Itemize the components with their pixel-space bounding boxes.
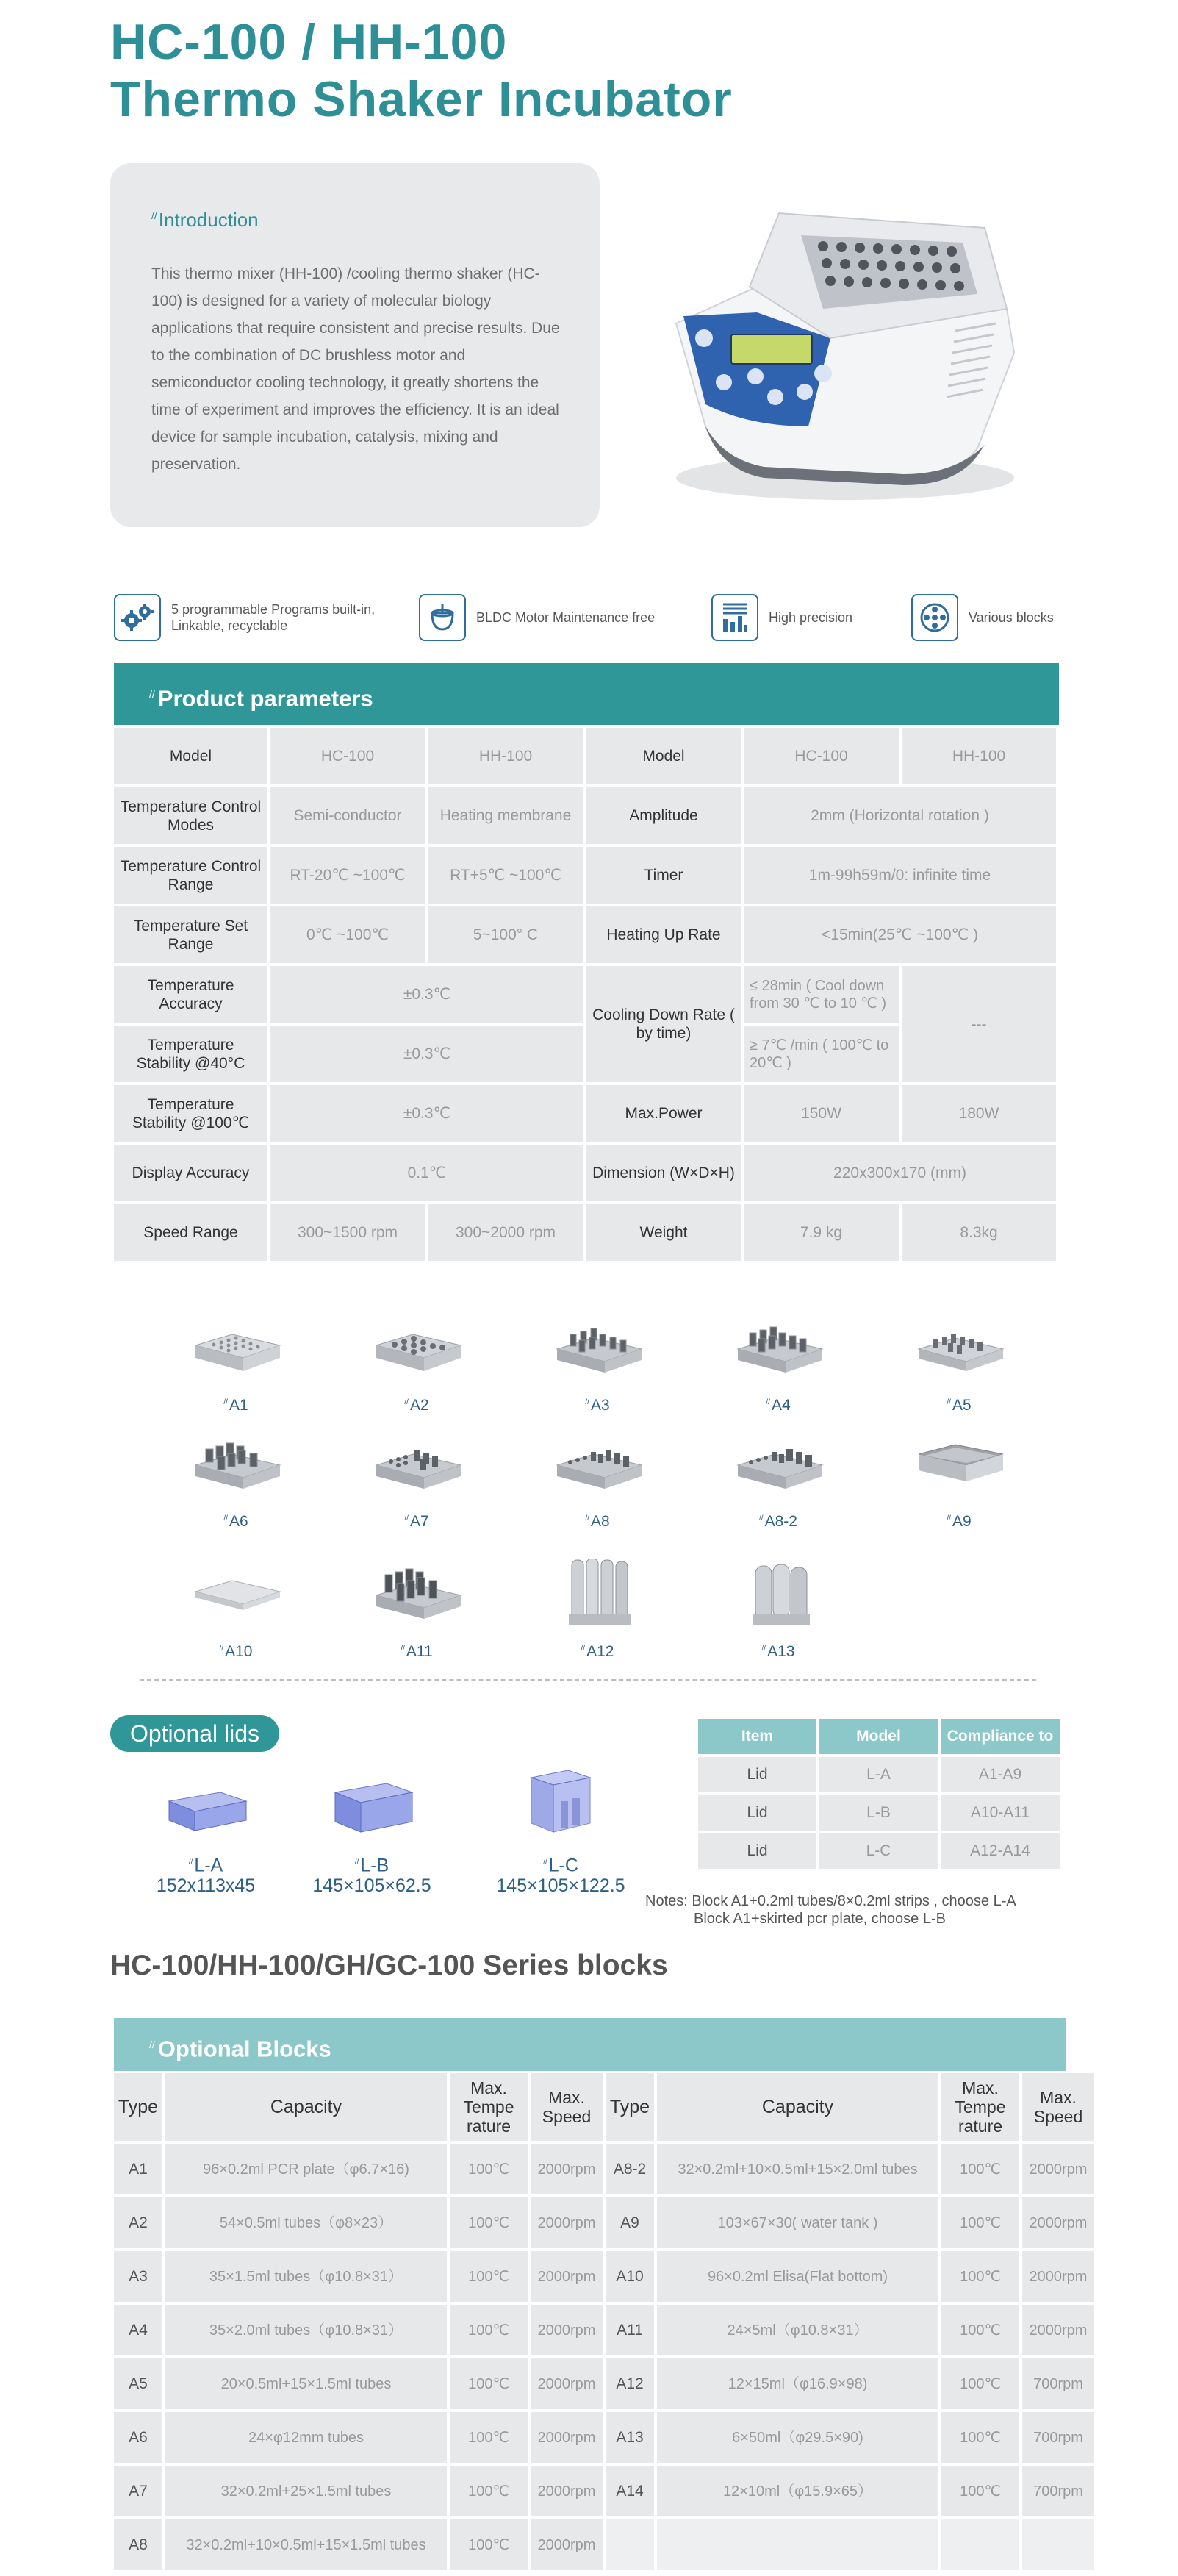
table-cell: 100℃	[450, 2519, 528, 2570]
table-cell: 35×2.0ml tubes（φ10.8×31）	[165, 2305, 447, 2355]
table-cell: 32×0.2ml+10×0.5ml+15×2.0ml tubes	[657, 2144, 938, 2194]
param-label: Amplitude	[586, 787, 741, 844]
table-header: Capacity	[657, 2073, 938, 2141]
block-name: A1	[229, 1397, 248, 1414]
param-label: Temperature Set Range	[114, 906, 267, 963]
block-label: //A3	[585, 1397, 610, 1414]
block-name: A5	[952, 1397, 972, 1414]
block-name: A10	[225, 1643, 253, 1660]
table-cell: 2000rpm	[531, 2305, 603, 2355]
params-heading: // Product parameters	[114, 663, 1059, 725]
table-cell-empty	[1022, 2519, 1094, 2570]
table-cell: 100℃	[450, 2197, 528, 2248]
block-name: A11	[406, 1643, 433, 1660]
motor-icon	[419, 594, 466, 641]
table-cell: 32×0.2ml+25×1.5ml tubes	[165, 2466, 447, 2516]
param-value: 180W	[902, 1085, 1056, 1142]
block-item	[162, 1559, 309, 1669]
table-cell: 100℃	[941, 2412, 1019, 2463]
lids-table-cell: Lid	[698, 1795, 816, 1831]
table-cell: 6×50ml（φ29.5×90)	[657, 2412, 938, 2463]
block-name: A8-2	[764, 1513, 797, 1530]
block-name: A4	[771, 1397, 791, 1414]
table-cell: 100℃	[450, 2251, 528, 2302]
table-header: Max. Speed	[1022, 2073, 1094, 2141]
table-cell: 2000rpm	[531, 2519, 603, 2570]
block-name: A8	[590, 1513, 610, 1530]
block-a10-image	[188, 1559, 284, 1628]
lids-table	[698, 1719, 1060, 1869]
param-label: Dimension (W×D×H)	[586, 1145, 741, 1201]
intro-card	[110, 163, 600, 527]
block-label: //A6	[223, 1513, 248, 1530]
param-value: ±0.3℃	[270, 1026, 583, 1082]
table-cell: 100℃	[450, 2358, 528, 2409]
param-value: <15min(25℃ ~100℃ )	[744, 906, 1056, 963]
param-value: RT-20℃ ~100℃	[270, 847, 425, 904]
block-a1-image	[188, 1312, 284, 1382]
table-cell: 100℃	[450, 2305, 528, 2355]
block-label: //A8	[585, 1513, 610, 1530]
table-cell: 24×φ12mm tubes	[165, 2412, 447, 2463]
table-cell: 2000rpm	[531, 2144, 603, 2194]
table-cell: A13	[606, 2412, 654, 2463]
feature-label: 5 programmable Programs built-in, Linkable, recyclable	[171, 602, 376, 633]
table-cell: 100℃	[941, 2466, 1019, 2516]
block-a8-2-image	[730, 1428, 826, 1498]
param-value: RT+5℃ ~100℃	[428, 847, 583, 904]
param-value: 0℃ ~100℃	[270, 906, 425, 963]
param-label: Model	[586, 728, 741, 784]
block-label: //A1	[223, 1397, 248, 1414]
lids-table-header: Item	[698, 1719, 816, 1754]
block-item	[524, 1312, 671, 1423]
lids-table-cell: A10-A11	[941, 1795, 1060, 1831]
feature-label: High precision	[769, 610, 853, 625]
param-value: 300~1500 rpm	[270, 1204, 425, 1261]
precision-icon	[711, 594, 758, 641]
table-cell: 54×0.5ml tubes（φ8×23）	[165, 2197, 447, 2248]
block-a11-image	[369, 1559, 464, 1628]
lids-table-cell: Lid	[698, 1757, 816, 1792]
table-cell: 100℃	[941, 2358, 1019, 2409]
table-cell: 100℃	[450, 2144, 528, 2194]
table-cell: 700rpm	[1022, 2412, 1094, 2463]
table-cell: A3	[114, 2251, 162, 2302]
lid-item	[480, 1779, 642, 1897]
block-item	[162, 1312, 309, 1423]
page-title-line2: Thermo Shaker Incubator	[110, 71, 733, 127]
table-cell: 100℃	[941, 2144, 1019, 2194]
block-item	[705, 1559, 852, 1669]
block-item	[343, 1428, 490, 1539]
table-header: Max. Tempe rature	[941, 2073, 1019, 2141]
param-value: Semi-conductor	[270, 787, 425, 844]
table-cell: 96×0.2ml Elisa(Flat bottom)	[657, 2251, 938, 2302]
block-label: //A2	[404, 1397, 429, 1414]
table-cell: A8-2	[606, 2144, 654, 2194]
table-header: Capacity	[165, 2073, 447, 2141]
param-value: HH-100	[902, 728, 1056, 784]
table-cell: 100℃	[941, 2251, 1019, 2302]
feature-label: BLDC Motor Maintenance free	[476, 610, 656, 625]
table-cell: 32×0.2ml+10×0.5ml+15×1.5ml tubes	[165, 2519, 447, 2570]
table-cell: 2000rpm	[1022, 2305, 1094, 2355]
lids-table-cell: Lid	[698, 1833, 816, 1869]
section-divider	[140, 1679, 1036, 1681]
block-name: A3	[590, 1397, 610, 1414]
block-a6-image	[188, 1428, 284, 1498]
intro-heading: //Introduction	[151, 209, 259, 231]
param-label: Cooling Down Rate ( by time)	[586, 966, 741, 1082]
block-name: A6	[229, 1513, 248, 1530]
lids-table-header: Model	[819, 1719, 938, 1754]
block-label: //A8-2	[759, 1513, 797, 1530]
param-label: Model	[114, 728, 267, 784]
param-label: Temperature Stability @40°C	[114, 1026, 267, 1082]
param-value: 2mm (Horizontal rotation )	[744, 787, 1056, 844]
table-cell: A4	[114, 2305, 162, 2355]
table-header: Max. Speed	[531, 2073, 603, 2141]
block-item	[524, 1559, 671, 1669]
table-cell-empty	[941, 2519, 1019, 2570]
param-value: 1m-99h59m/0: infinite time	[744, 847, 1056, 904]
param-label: Max.Power	[586, 1085, 741, 1142]
lid-l-c-image	[517, 1764, 605, 1838]
table-cell: 100℃	[450, 2412, 528, 2463]
lids-notes	[645, 1892, 1016, 1928]
block-item	[886, 1428, 1032, 1539]
block-label: //A10	[219, 1643, 253, 1660]
lids-table-cell: L-B	[819, 1795, 938, 1831]
table-cell: 2000rpm	[1022, 2144, 1094, 2194]
table-cell: 700rpm	[1022, 2466, 1094, 2516]
feature-label: Various blocks	[969, 610, 1054, 625]
block-name: A12	[586, 1643, 614, 1660]
param-label: Temperature Accuracy	[114, 966, 267, 1023]
lid-item	[291, 1779, 453, 1897]
lids-table-header: Compliance to	[941, 1719, 1060, 1754]
feature-blocks	[911, 588, 1054, 647]
table-header: Max. Tempe rature	[450, 2073, 528, 2141]
lid-name: L-B	[360, 1855, 389, 1876]
table-cell: 96×0.2ml PCR plate（φ6.7×16)	[165, 2144, 447, 2194]
table-cell: 24×5ml（φ10.8×31）	[657, 2305, 938, 2355]
table-header: Type	[606, 2073, 654, 2141]
table-cell: 103×67×30( water tank )	[657, 2197, 938, 2248]
table-cell: 12×15ml（φ16.9×98)	[657, 2358, 938, 2409]
block-label: //A9	[947, 1513, 972, 1530]
param-label: Temperature Control Range	[114, 847, 267, 904]
lid-size: 152x113x45	[156, 1875, 256, 1897]
block-a9-image	[911, 1428, 1007, 1498]
lid-l-a-image	[154, 1779, 257, 1838]
params-heading-text: Product parameters	[157, 685, 373, 712]
block-a2-image	[369, 1312, 464, 1382]
param-value: Heating membrane	[428, 787, 583, 844]
block-label: //A4	[766, 1397, 791, 1414]
lids-note-line2: Block A1+skirted pcr plate, choose L-B	[694, 1911, 946, 1927]
lid-size: 145×105×62.5	[312, 1875, 431, 1897]
param-label: Temperature Control Modes	[114, 787, 267, 844]
table-cell: 100℃	[941, 2197, 1019, 2248]
optional-blocks-table	[114, 2073, 1088, 2570]
table-cell-empty	[657, 2519, 938, 2570]
block-name: A9	[952, 1513, 972, 1530]
param-value: 5~100° C	[428, 906, 583, 963]
param-value: ≥ 7℃ /min ( 100℃ to 20℃ )	[744, 1026, 899, 1082]
table-cell: 20×0.5ml+15×1.5ml tubes	[165, 2358, 447, 2409]
param-value: HC-100	[270, 728, 425, 784]
lids-table-cell: A1-A9	[941, 1757, 1060, 1792]
block-a12-image	[550, 1559, 645, 1628]
block-a8-image	[550, 1428, 645, 1498]
lid-item	[125, 1779, 287, 1897]
param-value: HC-100	[744, 728, 899, 784]
lid-label: //L-A 152x113x45	[156, 1855, 256, 1897]
table-cell: A5	[114, 2358, 162, 2409]
table-cell: A10	[606, 2251, 654, 2302]
lids-table-cell: L-C	[819, 1833, 938, 1869]
table-cell: 100℃	[941, 2305, 1019, 2355]
block-label: //A11	[401, 1643, 433, 1660]
table-cell: 100℃	[450, 2466, 528, 2516]
table-cell: 35×1.5ml tubes（φ10.8×31）	[165, 2251, 447, 2302]
param-value: 0.1℃	[270, 1145, 583, 1201]
lid-l-b-image	[320, 1776, 423, 1838]
param-label: Speed Range	[114, 1204, 267, 1261]
table-cell-empty	[606, 2519, 654, 2570]
params-table	[114, 728, 1059, 1264]
block-item	[343, 1559, 490, 1669]
table-cell: 700rpm	[1022, 2358, 1094, 2409]
param-value: 8.3kg	[902, 1204, 1056, 1261]
optional-blocks-heading-text: Optional Blocks	[157, 2036, 331, 2062]
lid-size: 145×105×122.5	[496, 1875, 625, 1897]
table-cell: A2	[114, 2197, 162, 2248]
block-label: //A13	[761, 1643, 795, 1660]
block-label: //A12	[581, 1643, 614, 1660]
table-cell: 2000rpm	[531, 2251, 603, 2302]
table-header: Type	[114, 2073, 162, 2141]
lids-table-cell: L-A	[819, 1757, 938, 1792]
param-label: Timer	[586, 847, 741, 904]
table-cell: 2000rpm	[1022, 2197, 1094, 2248]
block-name: A7	[409, 1513, 429, 1530]
lid-name: L-A	[194, 1855, 223, 1876]
block-a13-image	[730, 1559, 826, 1628]
block-a4-image	[730, 1312, 826, 1382]
param-label: Heating Up Rate	[586, 906, 741, 963]
block-a5-image	[911, 1312, 1007, 1382]
series-title: HC-100/HH-100/GH/GC-100 Series blocks	[110, 1950, 668, 1981]
param-label: Temperature Stability @100℃	[114, 1085, 267, 1142]
lids-heading: Optional lids	[110, 1715, 279, 1752]
param-value: ---	[902, 966, 1056, 1082]
param-label: Display Accuracy	[114, 1145, 267, 1201]
param-value: HH-100	[428, 728, 583, 784]
block-a7-image	[369, 1428, 464, 1498]
param-label: Weight	[586, 1204, 741, 1261]
param-value: ±0.3℃	[270, 1085, 583, 1142]
param-value: 7.9 kg	[744, 1204, 899, 1261]
table-cell: A1	[114, 2144, 162, 2194]
table-cell: 2000rpm	[531, 2412, 603, 2463]
lid-label: //L-C 145×105×122.5	[496, 1855, 625, 1897]
block-item	[343, 1312, 490, 1423]
gears-icon	[114, 594, 161, 641]
param-value: 220x300x170 (mm)	[744, 1145, 1056, 1201]
param-value: 300~2000 rpm	[428, 1204, 583, 1261]
lid-name: L-C	[548, 1855, 578, 1876]
param-value-split	[744, 966, 899, 1082]
table-cell: 2000rpm	[1022, 2251, 1094, 2302]
table-cell: A6	[114, 2412, 162, 2463]
param-value: 150W	[744, 1085, 899, 1142]
block-a3-image	[550, 1312, 645, 1382]
table-cell: A7	[114, 2466, 162, 2516]
block-label: //A5	[947, 1397, 972, 1414]
block-item	[705, 1428, 852, 1539]
table-cell: A9	[606, 2197, 654, 2248]
optional-blocks-heading: // Optional Blocks	[114, 2018, 1066, 2071]
block-item	[886, 1312, 1032, 1423]
table-cell: A11	[606, 2305, 654, 2355]
page-title-line1: HC-100 / HH-100	[110, 14, 508, 70]
intro-text: This thermo mixer (HH-100) /cooling thermo shaker (HC-100) is designed for a variety of molecular biology applications that require consistent and precise results. Due to the combination of DC brushless motor and semiconductor cooling technology, it greatly shortens the time of experiment and improves the efficiency. It is an ideal device for sample incubation, catalysis, mixing and preservation.	[151, 265, 560, 473]
table-cell: A8	[114, 2519, 162, 2570]
intro-heading-text: Introduction	[158, 209, 259, 231]
blocks-icon	[911, 594, 958, 641]
table-cell: 2000rpm	[531, 2197, 603, 2248]
param-value: ≤ 28min ( Cool down from 30 ℃ to 10 ℃ )	[744, 966, 899, 1023]
block-item	[162, 1428, 309, 1539]
table-cell: 2000rpm	[531, 2466, 603, 2516]
feature-motor	[419, 588, 655, 647]
param-value: ±0.3℃	[270, 966, 583, 1023]
lids-table-cell: A12-A14	[941, 1833, 1060, 1869]
lids-note-line1: Notes: Block A1+0.2ml tubes/8×0.2ml strips , choose L-A	[645, 1893, 1016, 1909]
block-label: //A7	[404, 1513, 429, 1530]
table-cell: 12×10ml（φ15.9×65）	[657, 2466, 938, 2516]
feature-precision	[711, 588, 852, 647]
block-name: A13	[767, 1643, 795, 1660]
device-image	[661, 184, 1029, 515]
block-item	[705, 1312, 852, 1423]
lid-label: //L-B 145×105×62.5	[312, 1855, 431, 1897]
block-name: A2	[409, 1397, 429, 1414]
block-item	[524, 1428, 671, 1539]
table-cell: 2000rpm	[531, 2358, 603, 2409]
feature-programs	[114, 588, 384, 647]
table-cell: A14	[606, 2466, 654, 2516]
table-cell: A12	[606, 2358, 654, 2409]
